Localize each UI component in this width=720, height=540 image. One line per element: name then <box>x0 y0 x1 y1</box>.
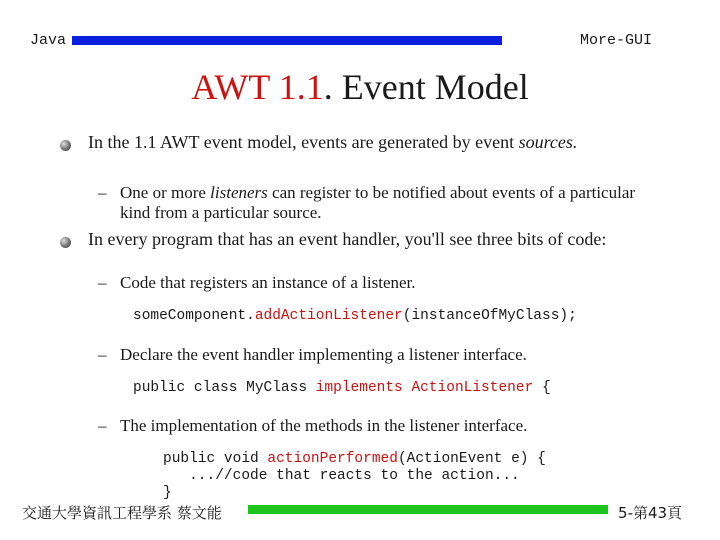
slide-title <box>0 66 720 108</box>
bullet-1-text <box>88 132 648 153</box>
sub-1-dash: – <box>98 183 107 202</box>
code-3-post: (ActionEvent e) { <box>397 451 546 467</box>
footer-bar <box>248 505 608 514</box>
sub-1-text <box>120 183 665 223</box>
sub-3-text: Declare the event handler implementing a listener interface. <box>120 345 527 364</box>
sub-4-dash: – <box>98 416 107 435</box>
code-3-pre: public void <box>163 451 268 467</box>
code-line-1 <box>133 307 577 325</box>
bullet-2-text: In every program that has an event handler, you'll see three bits of code: <box>88 229 607 249</box>
sub-1-before: One or more <box>120 183 211 202</box>
bullet-icon <box>60 237 71 248</box>
code-line-2 <box>133 379 551 397</box>
code-3-hl: actionPerformed <box>267 451 398 467</box>
footer-left-label: 交通大學資訊工程學系 蔡文能 <box>22 504 222 522</box>
sub-1-after: can register to be notified about events of a particular kind from a particular source. <box>120 183 636 222</box>
code-line-3c: } <box>163 485 172 501</box>
sub-1-italic: listeners <box>210 183 268 202</box>
title-rest: . Event Model <box>323 67 529 107</box>
bullet-1-italic: sources. <box>518 132 578 152</box>
header-left-label: Java <box>30 32 67 49</box>
code-1-post: (instanceOfMyClass); <box>402 308 577 324</box>
header-right-label: More-GUI <box>579 32 652 49</box>
bullet-1-normal: In the 1.1 AWT event model, events are generated by event <box>88 132 519 152</box>
header-bar <box>72 36 502 45</box>
sub-3-dash: – <box>98 345 107 364</box>
sub-4-text: The implementation of the methods in the listener interface. <box>120 416 528 435</box>
title-highlight: AWT 1.1 <box>191 67 324 107</box>
bullet-icon <box>60 140 71 151</box>
footer-page-number: 5-第43頁 <box>618 504 683 522</box>
code-2-hl: implements ActionListener <box>315 380 534 396</box>
code-2-post: { <box>533 380 551 396</box>
code-2-pre: public class MyClass <box>133 380 316 396</box>
code-1-hl: addActionListener <box>254 308 403 324</box>
sub-2-dash: – <box>98 273 107 292</box>
code-1-pre: someComponent. <box>133 308 255 324</box>
code-line-3a <box>163 450 546 468</box>
sub-2-text: Code that registers an instance of a listener. <box>120 273 416 292</box>
code-line-3b: ...//code that reacts to the action... <box>163 468 520 484</box>
